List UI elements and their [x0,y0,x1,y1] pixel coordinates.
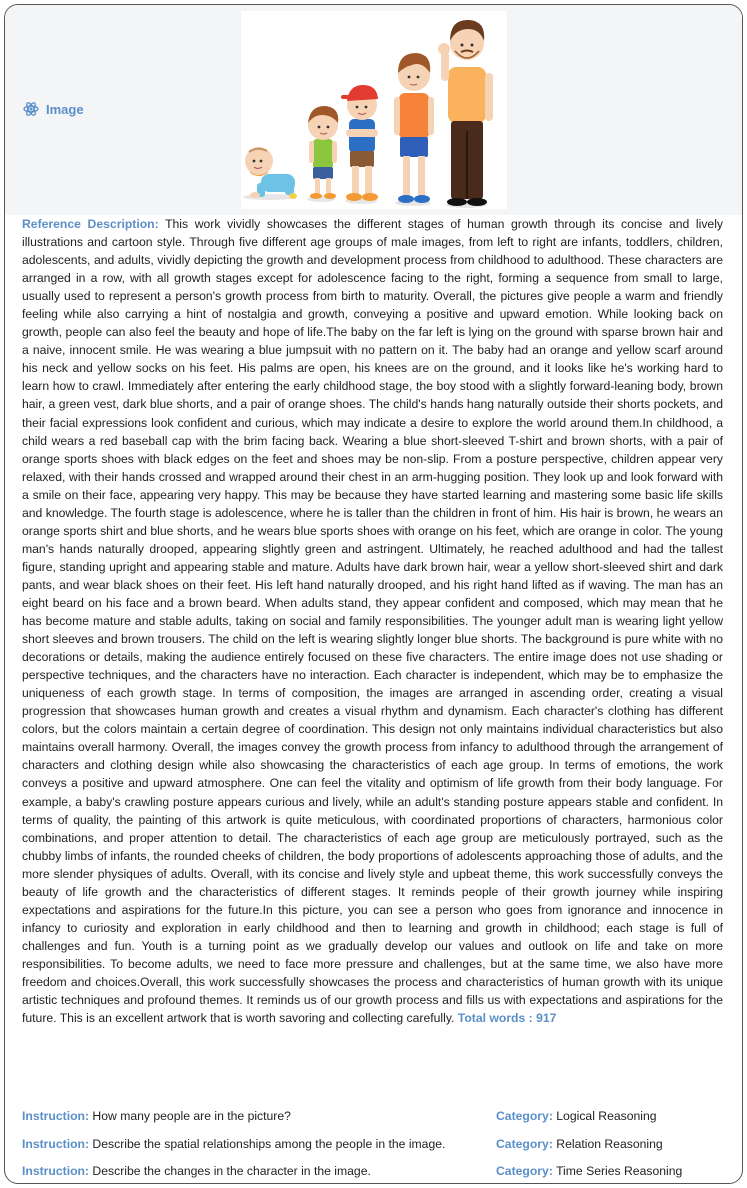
category-label: Category: [496,1109,553,1123]
baby-figure [245,147,297,199]
instruction-text: How many people are in the picture? [92,1109,291,1123]
reference-description-label: Reference Description: [22,217,159,231]
category-value: Logical Reasoning [556,1109,657,1123]
instruction-text: Describe the spatial relationships among the people in the image. [92,1137,446,1151]
total-words: Total words : 917 [457,1011,557,1026]
instruction-row [22,1109,727,1127]
atom-icon [23,101,39,117]
instruction-label: Instruction: [22,1137,90,1151]
instruction-row [22,1137,727,1155]
reference-description [22,215,723,1027]
instruction-label: Instruction: [22,1164,90,1178]
instruction-text: Describe the changes in the character in the image. [92,1164,371,1178]
toddler-figure [308,106,338,199]
image-band [5,5,742,215]
category-value: Time Series Reasoning [556,1164,683,1178]
category-label: Category: [496,1137,553,1151]
adolescent-figure [394,53,434,203]
reference-description-text: This work vividly showcases the different stages of human growth through its concise and lively illustrations and cartoon style. Through five different age groups of male images, from left to right are infants, toddlers, children, adolescents, and adults, vividly depicting the growth and development process from childhood to adulthood. These characters are arranged in a row, with all growth stages except for adolescence facing to the right, forming a sequence from small to large, usually used to represent a person's growth process from birth to maturity. Overall, the pictures give people a warm and friendly feeling while also carrying a hint of nostalgia and growth, conveying a positive and upward emotion. While looking back on growth, people can also feel the beauty and hope of life.The baby on the far left is lying on the ground with sparse brown hair and a naive, innocent smile. He was wearing a blue jumpsuit with no pattern on it. The baby had an orange and yellow scarf around his neck and yellow socks on his feet. His palms are open, his knees are on the ground, and it looks like he's working hard to learn how to crawl. Immediately after entering the early childhood stage, the boy stood with a slightly forward-leaning body, brown hair, a green vest, dark blue shorts, and a pair of orange shoes. The child's hands hang naturally outside their shorts pockets, and their facial expressions look confident and curious, which may indicate a desire to explore the world around them.In childhood, a child wears a red baseball cap with the brim facing back. Wearing a blue short-sleeved T-shirt and brown shorts, with a pair of orange sports shoes with black edges on the feet and shoes may be non-slip. From a posture perspective, children appear very relaxed, with their hands crossed and wrapped around their chest in an arm-hugging position. They look up and look forward with a smile on their face, appearing very happy. This may be because they have started learning and mastering some basic life skills and knowledge. The fourth stage is adolescence, where he is taller than the children in front of him. His hair is brown, he wears an orange sports shirt and blue shorts, and he wears blue sports shoes with orange on his feet, which are orange in color. The young man's hands naturally drooped, appearing slightly green and astringent. Ultimately, he reached adulthood and had the tallest figure, standing upright and appearing stable and mature. Adults have dark brown hair, wear a yellow short-sleeved shirt and dark pants, and wear black shoes on their feet. His left hand naturally drooped, and his right hand lifted as if waving. The man has an eight beard on his face and a brown beard. When adults stand, they appear confident and composed, which may mean that he has become mature and stable adults, taking on social and family responsibilities. The younger adult man is wearing light yellow short sleeves and brown trousers. The child on the left is wearing slightly longer blue shorts. The background is pure white with no decorations or details, making the audience entirely focused on these five characters. The entire image does not use shading or perspective techniques, and the characters have no interaction. Each character is independent, which may be to emphasize the uniqueness of each growth stage. In terms of composition, the images are arranged in ascending order, creating a visual progression that showcases human growth and creates a visual rhythm and dynamism. Each character's clothing has different colors, but the colors maintain a certain degree of coordination. This design not only maintains individual characteristics but also maintains overall harmony. Overall, the images convey the growth process from infancy to adulthood through the arrangement of characters and clothing design while also showcasing the characteristics of each age group. In terms of emotions, the work conveys a positive and upward atmosphere. One can feel the vitality and optimism of life growth from their body language. For example, a baby's crawling posture appears curious and lively, while an adult's standing posture appears stable and confident. In terms of quality, the painting of this artwork is quite meticulous, with coordinated proportions of characters, harmonious color combinations, and proper attention to detail. The characteristics of each age group are meticulously portrayed, such as the chubby limbs of infants, the rounded cheeks of children, the body proportions of adolescents approaching those of adults, and the more slender physiques of adults. Overall, with its concise and lively style and upbeat theme, this work successfully conveys the beauty of life growth and the characteristics of different stages. It reminds people of their growth journey while inspiring expectations and aspirations for the future.In this picture, you can see a person who goes from ignorance and innocence in infancy to curiosity and exploration in early childhood and then to learning and growth in childhood; each stage is full of challenges and fun. Youth is a turning point as we gradually develop our values and outlook on life and take on more responsibilities. To become adults, we need to face more pressure and challenges, but at the same time, we also have more freedom and choices.Overall, this work successfully showcases the process and characteristics of human growth with its unique artistic techniques and profound themes. It reminds us of our growth process and fills us with expectations and aspirations for the future. This is an excellent artwork that is worth savoring and collecting carefully. [22,217,723,1026]
instruction-label: Instruction: [22,1109,90,1123]
image-label-text: Image [46,101,84,117]
adult-figure [438,20,493,206]
category-value: Relation Reasoning [556,1137,663,1151]
sample-card [4,4,743,1184]
image-label [23,101,84,117]
category-label: Category: [496,1164,553,1178]
instruction-row [22,1164,727,1182]
growth-illustration [241,11,507,209]
child-figure [341,85,378,201]
